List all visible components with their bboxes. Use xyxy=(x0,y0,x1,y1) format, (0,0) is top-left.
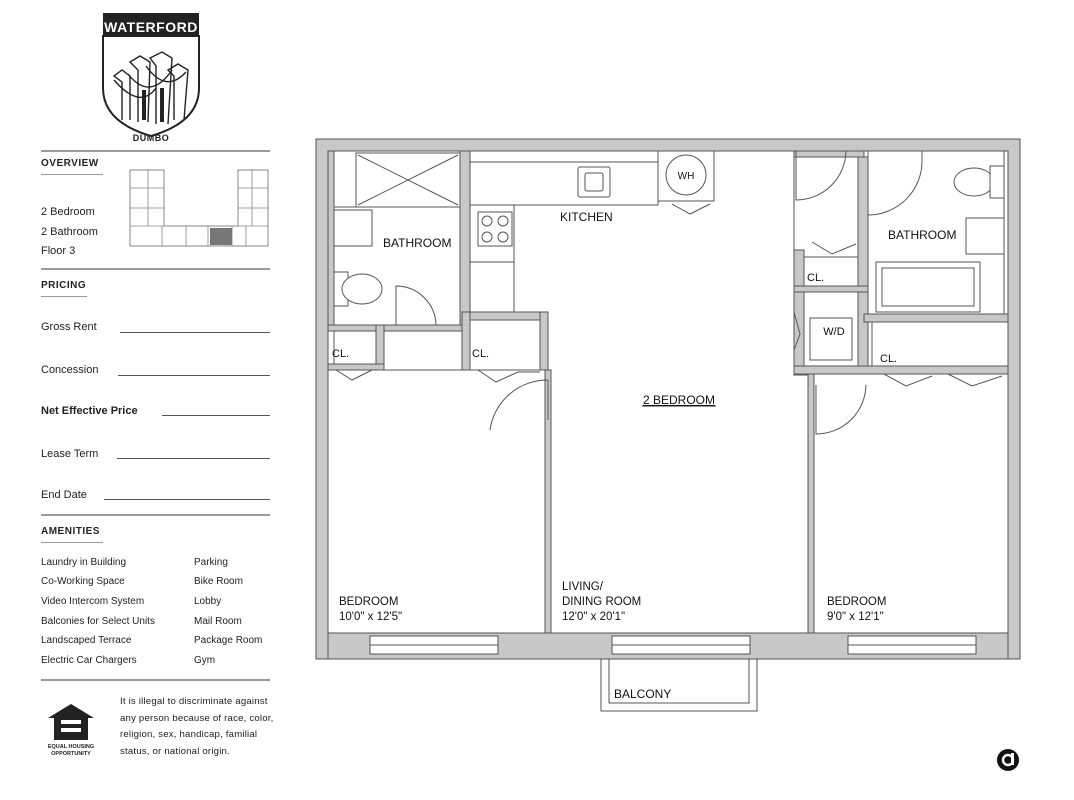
amenity-item: Lobby xyxy=(194,596,222,607)
equal-housing-icon xyxy=(46,702,96,742)
divider xyxy=(41,150,270,152)
amenities-title: AMENITIES xyxy=(41,526,100,537)
balcony-label: BALCONY xyxy=(614,687,672,701)
living-name-1: LIVING/ xyxy=(562,581,603,593)
amenity-item: Balconies for Select Units xyxy=(41,616,155,627)
end-date-field xyxy=(104,499,270,500)
logo-subtitle: DUMBO xyxy=(132,133,170,143)
pricing-underline xyxy=(41,296,87,297)
net-effective-price-label: Net Effective Price xyxy=(41,405,138,417)
floor-plan xyxy=(300,130,1030,720)
divider xyxy=(41,514,270,516)
bedroom-left-name: BEDROOM xyxy=(339,596,399,608)
closet-label: CL. xyxy=(332,348,350,360)
amenity-item: Package Room xyxy=(194,635,263,646)
waterford-logo xyxy=(100,10,202,145)
amenity-item: Gym xyxy=(194,655,216,666)
amenity-item: Landscaped Terrace xyxy=(41,635,132,646)
living-name-2: DINING ROOM xyxy=(562,596,642,608)
concession-field xyxy=(118,375,270,376)
closet-label: CL. xyxy=(807,272,825,284)
equal-housing-label: EQUAL HOUSING OPPORTUNITY xyxy=(47,744,95,757)
fair-housing-disclaimer: It is illegal to discriminate against any person because of race, color, religion, sex, handicap, familial status, or national origin. xyxy=(120,696,274,757)
lease-term-label: Lease Term xyxy=(41,448,99,460)
closet-label: CL. xyxy=(880,353,898,365)
brand-mark-icon xyxy=(996,748,1020,772)
bedroom-right-dim: 9'0" x 12'1" xyxy=(827,611,884,623)
lease-term-field xyxy=(117,458,270,459)
bathroom-left-label: BATHROOM xyxy=(383,236,452,250)
overview-title: OVERVIEW xyxy=(41,158,99,169)
amenity-item: Laundry in Building xyxy=(41,557,127,568)
amenity-item: Bike Room xyxy=(194,576,243,587)
bedroom-right-name: BEDROOM xyxy=(827,596,887,608)
washer-dryer-label: W/D xyxy=(823,326,845,338)
amenities-underline xyxy=(41,542,103,543)
overview-floor: Floor 3 xyxy=(41,245,76,257)
bedroom-left-dim: 10'0" x 12'5" xyxy=(339,611,403,623)
amenity-item: Parking xyxy=(194,557,228,568)
balcony-outline xyxy=(601,659,757,711)
overview-bedrooms: 2 Bedroom xyxy=(41,206,95,218)
pricing-title: PRICING xyxy=(41,280,87,291)
divider xyxy=(41,679,270,681)
amenity-item: Mail Room xyxy=(194,616,242,627)
bathroom-right-label: BATHROOM xyxy=(888,228,957,242)
end-date-label: End Date xyxy=(41,489,87,501)
amenity-item: Electric Car Chargers xyxy=(41,655,137,666)
living-dim: 12'0" x 20'1" xyxy=(562,611,626,623)
concession-label: Concession xyxy=(41,364,99,376)
net-effective-price-field xyxy=(162,415,270,416)
logo-name: WATERFORD xyxy=(104,19,198,35)
water-heater-label: WH xyxy=(677,171,695,182)
divider xyxy=(41,268,270,270)
kitchen-label: KITCHEN xyxy=(560,210,613,224)
amenity-item: Video Intercom System xyxy=(41,596,145,607)
gross-rent-field xyxy=(120,332,270,333)
building-keyplan xyxy=(128,168,270,248)
unit-type-label: 2 BEDROOM xyxy=(642,393,716,407)
sidebar xyxy=(0,0,290,800)
amenity-item: Co-Working Space xyxy=(41,576,125,587)
closet-label: CL. xyxy=(472,348,490,360)
overview-bathrooms: 2 Bathroom xyxy=(41,226,98,238)
overview-underline xyxy=(41,174,103,175)
gross-rent-label: Gross Rent xyxy=(41,321,97,333)
